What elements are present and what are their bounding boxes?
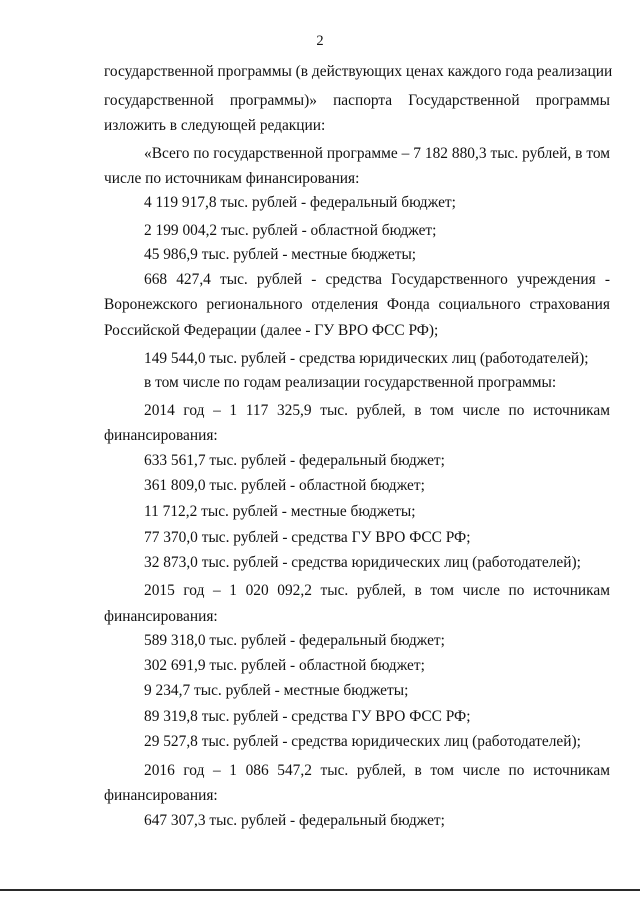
- text-line: 32 873,0 тыс. рублей - средства юридических лиц (работодателей);: [144, 554, 581, 571]
- text-line: 647 307,3 тыс. рублей - федеральный бюджет;: [144, 812, 445, 829]
- text-line: 11 712,2 тыс. рублей - местные бюджеты;: [144, 503, 416, 520]
- text-line: государственной программы)» паспорта Государственной программы: [104, 92, 610, 109]
- text-line: 29 527,8 тыс. рублей - средства юридических лиц (работодателей);: [144, 733, 581, 750]
- text-line: 589 318,0 тыс. рублей - федеральный бюджет;: [144, 632, 445, 649]
- text-line: финансирования:: [104, 787, 218, 804]
- footer-rule: [0, 889, 640, 891]
- text-line: 633 561,7 тыс. рублей - федеральный бюджет;: [144, 452, 445, 469]
- page-number: 2: [316, 33, 324, 49]
- text-line: 2016 год – 1 086 547,2 тыс. рублей, в том числе по источникам: [144, 762, 610, 779]
- text-line: 668 427,4 тыс. рублей - средства Государственного учреждения -: [144, 271, 610, 288]
- text-line: 361 809,0 тыс. рублей - областной бюджет;: [144, 477, 425, 494]
- text-line: в том числе по годам реализации государственной программы:: [144, 374, 557, 391]
- text-line: Российской Федерации (далее - ГУ ВРО ФСС РФ);: [104, 322, 439, 339]
- text-line: финансирования:: [104, 427, 218, 444]
- text-line: 149 544,0 тыс. рублей - средства юридических лиц (работодателей);: [144, 350, 589, 367]
- text-line: 77 370,0 тыс. рублей - средства ГУ ВРО ФСС РФ;: [144, 529, 471, 546]
- text-line: 2 199 004,2 тыс. рублей - областной бюджет;: [144, 222, 437, 239]
- text-line: 2014 год – 1 117 325,9 тыс. рублей, в том числе по источникам: [144, 402, 610, 419]
- text-line: «Всего по государственной программе – 7 182 880,3 тыс. рублей, в том: [144, 145, 610, 162]
- text-line: Воронежского регионального отделения Фонда социального страхования: [104, 296, 610, 313]
- text-line: изложить в следующей редакции:: [104, 117, 326, 134]
- text-line: 89 319,8 тыс. рублей - средства ГУ ВРО ФСС РФ;: [144, 708, 471, 725]
- text-line: 2015 год – 1 020 092,2 тыс. рублей, в том числе по источникам: [144, 582, 610, 599]
- text-line: 4 119 917,8 тыс. рублей - федеральный бюджет;: [144, 194, 456, 211]
- text-line: 302 691,9 тыс. рублей - областной бюджет;: [144, 657, 425, 674]
- text-line: государственной программы (в действующих ценах каждого года реализации: [104, 63, 613, 80]
- text-line: 9 234,7 тыс. рублей - местные бюджеты;: [144, 682, 409, 699]
- text-line: числе по источникам финансирования:: [104, 170, 360, 187]
- text-line: финансирования:: [104, 608, 218, 625]
- text-line: 45 986,9 тыс. рублей - местные бюджеты;: [144, 246, 417, 263]
